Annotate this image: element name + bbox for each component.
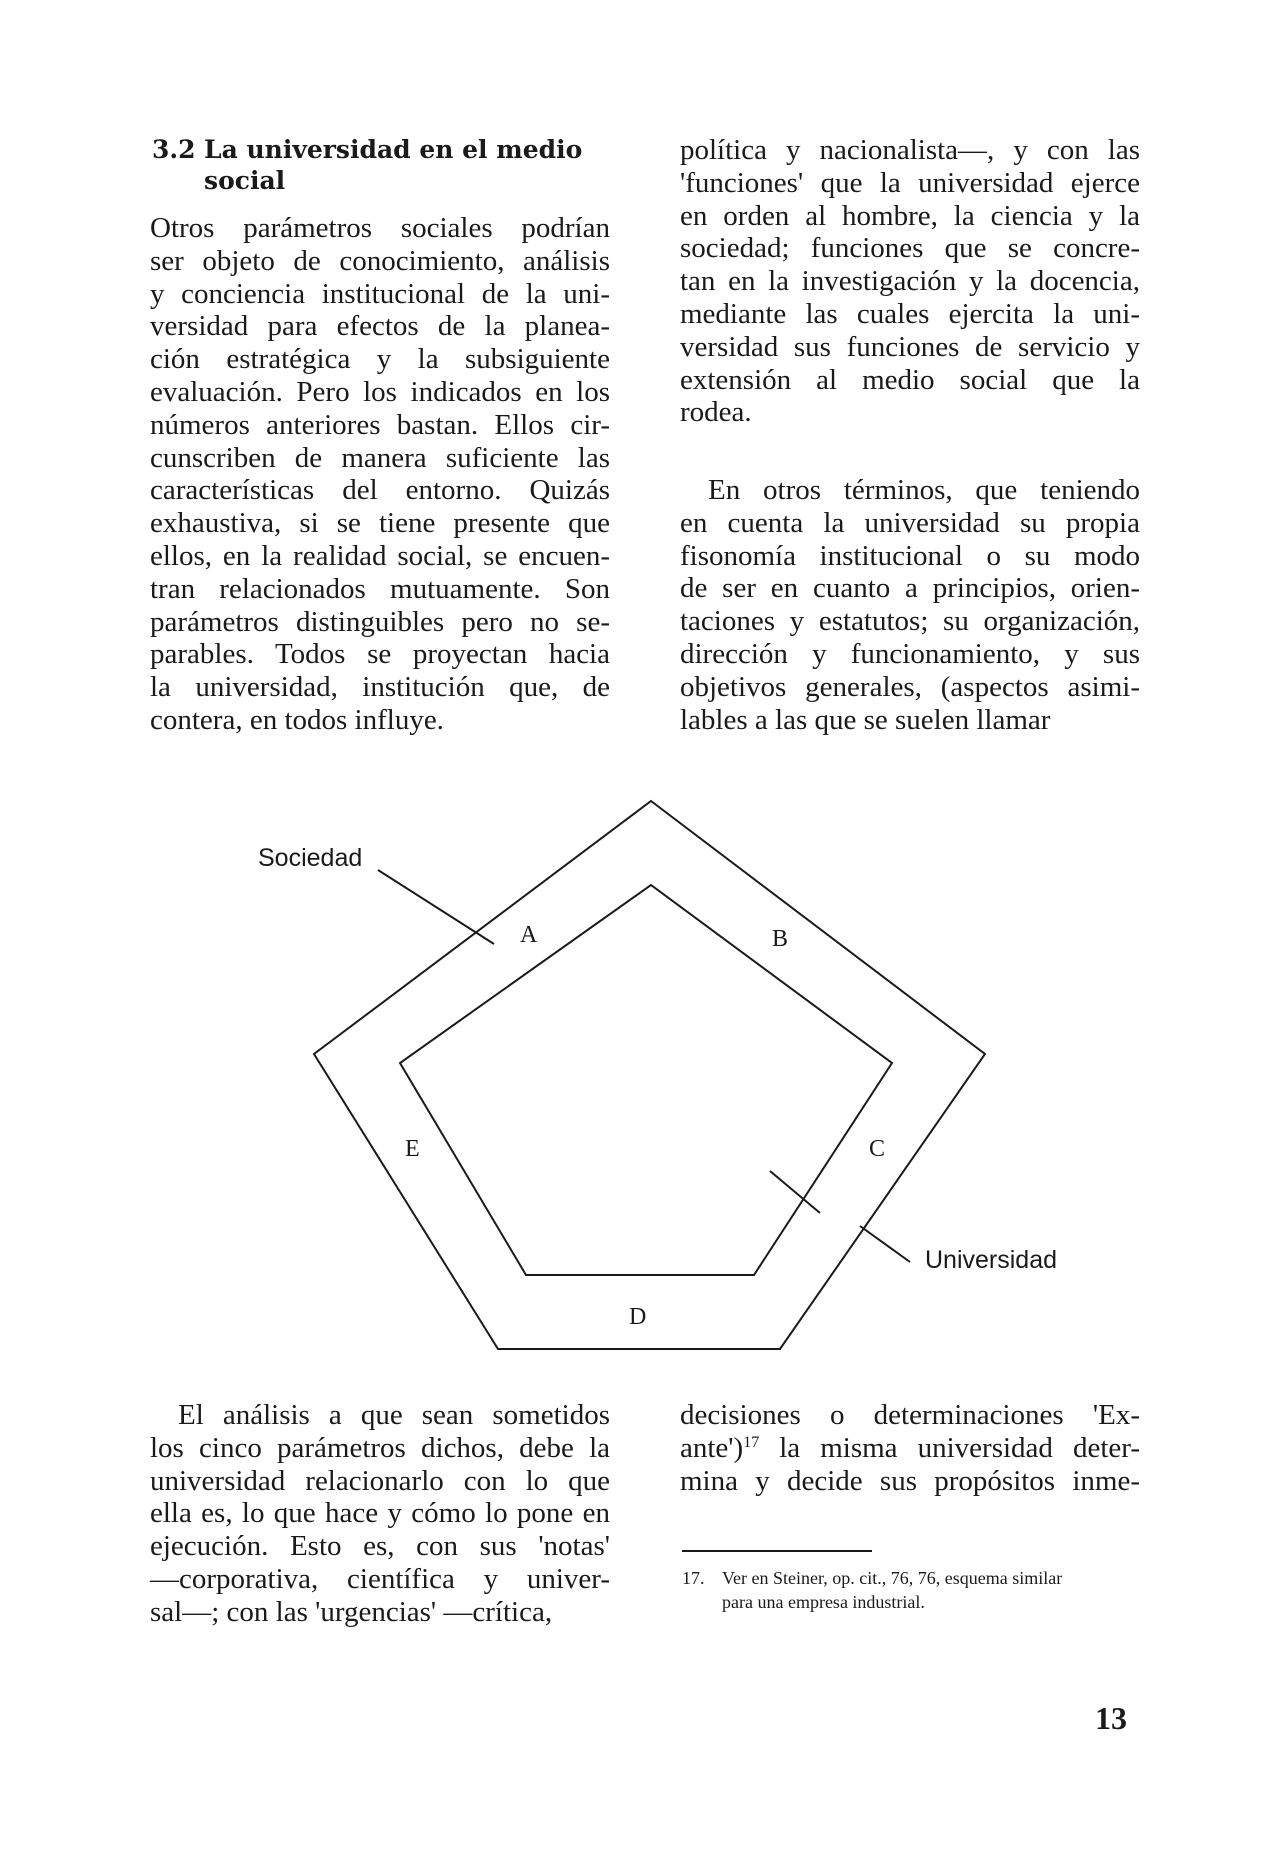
left-column-line: y conciencia institucional de la uni- [150,277,610,310]
left-column-line: evaluación. Pero los indicados en los [150,375,610,408]
page-number: 13 [1095,1700,1127,1736]
footnote-ref-17: 17 [743,1433,760,1451]
footnote [682,1566,1142,1614]
right-column-p2-line: fisonomía institucional o su modo [680,539,1140,572]
bottom-right-line-2-rest: la misma universidad deter- [759,1431,1140,1464]
section-title-line2: social [204,166,286,195]
right-column-p2-line: de ser en cuanto a principios, orien- [680,572,1140,605]
universidad-leader-line-lower [860,1226,910,1262]
left-column-line: contera, en todos influye. [150,703,444,736]
right-column-p1-line: rodea. [680,396,752,429]
footnote-line-1: Ver en Steiner, op. cit., 76, 76, esquema similar [722,1568,1063,1588]
bottom-right-line-1: decisiones o determinaciones 'Ex- [680,1399,1140,1431]
right-column-p1-line: extensión al medio social que la [680,363,1140,396]
left-column-line: parámetros distinguibles pero no se- [150,605,610,638]
sociedad-leader-line [378,870,494,944]
right-column-p1-line: versidad sus funciones de servicio y [680,330,1140,363]
left-column-line: características del entorno. Quizás [150,474,610,507]
right-column-p2-line: objetivos generales, (aspectos asimi- [680,670,1140,703]
left-column-line: versidad para efectos de la planea- [150,310,610,343]
left-column-line: Otros parámetros sociales podrían [150,212,610,244]
bottom-left-line: universidad relacionarlo con lo que [150,1464,610,1497]
left-column-line: exhaustiva, si se tiene presente que [150,507,610,540]
bottom-left-line: sal—; con las 'urgencias' —crítica, [150,1595,553,1628]
bottom-left-line: ejecución. Esto es, con sus 'notas' [150,1530,610,1563]
right-column-p1-line: mediante las cuales ejercita la uni- [680,297,1140,330]
bottom-right-line-2 [680,1432,1140,1465]
section-number: 3.2 [152,135,196,164]
right-column-p2-line: taciones y estatutos; su organización, [680,605,1140,638]
left-column-line: ellos, en la realidad social, se encuen- [150,539,610,572]
right-column-p2-line: En otros términos, que teniendo [708,474,1140,506]
bottom-right-line-2-text: ante') [680,1431,744,1464]
universidad-leader-line [770,1171,820,1213]
letter-c: C [869,1136,886,1162]
left-column-line: cunscriben de manera suficiente las [150,441,610,474]
universidad-label: Universidad [925,1246,1058,1274]
left-column-line: ción estratégica y la subsiguiente [150,343,610,376]
bottom-left-line: los cinco parámetros dichos, debe la [150,1431,610,1464]
footnote-number: 17. [682,1568,705,1588]
right-column-p1-line: sociedad; funciones que se concre- [680,232,1140,265]
right-column-p1-line: política y nacionalista—, y con las [680,134,1140,166]
bottom-left-line: El análisis a que sean sometidos [178,1399,610,1431]
bottom-left-line: —corporativa, científica y univer- [150,1562,610,1595]
right-column-p1-line: tan en la investigación y la docencia, [680,265,1140,298]
bottom-right-line-3: mina y decide sus propósitos inme- [680,1464,1140,1497]
right-column-p2-line: lables a las que se suelen llamar [680,703,1051,736]
left-column-line: tran relacionados mutuamente. Son [150,572,610,605]
letter-b: B [772,926,789,952]
left-column-line: ser objeto de conocimiento, análisis [150,244,610,277]
left-column-line: parables. Todos se proyectan hacia [150,638,610,671]
footnote-divider [682,1550,872,1552]
section-title-line1: La universidad en el medio [204,135,583,164]
right-column-p1-line: en orden al hombre, la ciencia y la [680,199,1140,232]
bottom-right-paragraph [680,1399,1140,1497]
sociedad-label: Sociedad [258,844,363,872]
footnote-line-2: para una empresa industrial. [722,1592,925,1612]
right-column-p2-line: en cuenta la universidad su propia [680,506,1140,539]
left-column-line: la universidad, institución que, de [150,671,610,704]
bottom-left-line: ella es, lo que hace y cómo lo pone en [150,1497,610,1530]
left-column-line: números anteriores bastan. Ellos cir- [150,408,610,441]
right-column-p2-line: dirección y funcionamiento, y sus [680,637,1140,670]
letter-d: D [629,1304,647,1330]
right-column-p1-line: 'funciones' que la universidad ejerce [680,166,1140,199]
inner-pentagon-universidad [400,885,892,1275]
letter-e: E [405,1136,420,1162]
bottom-left-paragraph [150,1399,610,1629]
letter-a: A [520,922,538,948]
